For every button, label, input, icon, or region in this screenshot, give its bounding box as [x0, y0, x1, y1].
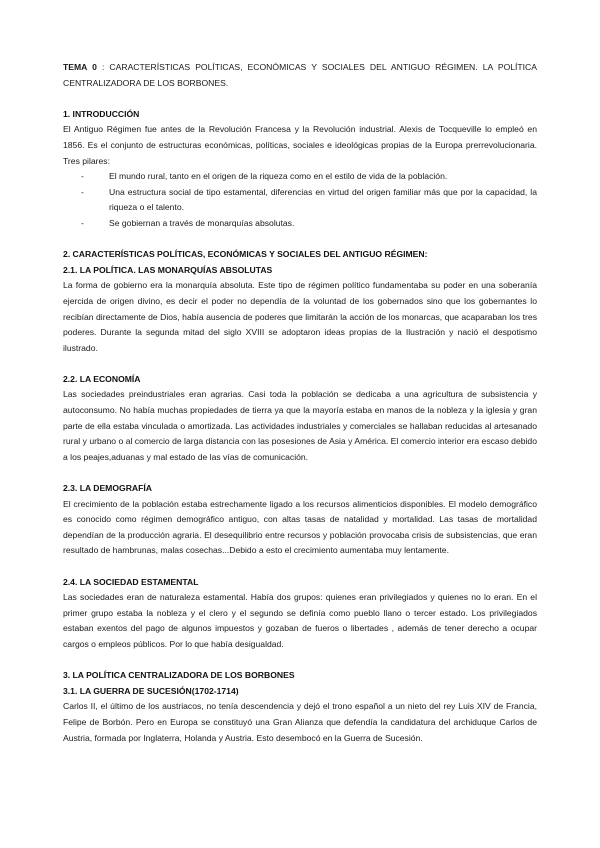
- section-introduccion: [63, 107, 537, 232]
- section-paragraph: El crecimiento de la población estaba estrechamente ligado a los recursos alimenticios disponibles. El modelo demográfico es conocido como régimen demográfico antiguo, con altas tasas de natalidad y mortalidad. Las tasas de mortalidad dependían de la producción agraria. El desequilibrio entre recursos y población provocaba crisis de subsistencias, que eran resultado de hambrunas, malas cosechas...Debido a esto el crecimiento aumentaba muy lentamente.: [63, 498, 537, 556]
- section-paragraph: La forma de gobierno era la monarquía absoluta. Este tipo de régimen político fundamentaba su poder en una soberanía ejercida de origen divino, es decir el poder no dependía de la voluntad de los gobernados sino que los gobernantes lo recibían directamente de Dios, había ausencia de poderes que limitarán la acción de los monarcas, que acaparaban los tres poderes. Durante la segunda mitad del siglo XVIII se adoptaron ideas propias de la Ilustración y nació el despotismo ilustrado.: [63, 280, 537, 353]
- section-sociedad: [63, 575, 537, 653]
- section-paragraph: Las sociedades eran de naturaleza estamental. Había dos grupos: quienes eran privilegiados y quienes no lo eran. En el primer grupo estaba la nobleza y el clero y el segundo se definía como pueblo llano o tercer estado. Los privilegiados estaban exentos del pago de algunos impuestos y gozaban de fueros o libertades , además de tener derecho a ocupar cargos o empleos públicos. Por lo que había desigualdad.: [63, 592, 537, 649]
- subsection-heading: 3.1. LA GUERRA DE SUCESIÓN(1702-1714): [63, 685, 239, 696]
- title-label: TEMA 0: [63, 62, 97, 72]
- section-paragraph: Las sociedades preindustriales eran agrarias. Casi toda la población se dedicaba a una agricultura de subsistencia y autoconsumo. No había muchas propiedades de tierra ya que la mayoría estaba en manos de la nobleza y la iglesia y gran parte de ella estaba vinculada o amortizada. Las actividades industriales y comerciales se hallaban reducidas al artesanado rural y urbano o al comercio de larga distancia con las posesiones de Asia y América. El comercio interior era escaso debido a los peajes,aduanas y mal estado de las vías de comunicación.: [63, 389, 537, 462]
- section-heading: 3. LA POLÍTICA CENTRALIZADORA DE LOS BORBONES: [63, 670, 295, 681]
- document-title: [63, 60, 537, 91]
- section-economia: [63, 372, 537, 466]
- section-borbones: [63, 668, 537, 746]
- section-demografia: [63, 481, 537, 559]
- section-heading: 1. INTRODUCCIÓN: [63, 108, 140, 119]
- list-item: - Una estructura social de tipo estamental, diferencias en virtud del origen familiar más que por la capacidad, la riqueza o el talento.: [109, 185, 537, 216]
- title-text: : CARACTERÍSTICAS POLÍTICAS, ECONÓMICAS Y SOCIALES DEL ANTIGUO RÉGIMEN. LA POLÍTICA CENTRALIZADORA DE LOS BORBONES.: [63, 62, 537, 88]
- pillars-list: [63, 169, 537, 231]
- list-item: - El mundo rural, tanto en el origen de la riqueza como en el estilo de vida de la población.: [109, 169, 537, 185]
- section-heading: 2. CARACTERÍSTICAS POLÍTICAS, ECONÓMICAS Y SOCIALES DEL ANTIGUO RÉGIMEN:: [63, 249, 428, 260]
- subsection-heading: 2.4. LA SOCIEDAD ESTAMENTAL: [63, 576, 199, 587]
- section-paragraph: El Antiguo Régimen fue antes de la Revolución Francesa y la Revolución industrial. Alexis de Tocqueville lo empleó en 1856. Es el conjunto de estructuras económicas, políticas, sociales e ideológicas propias de la Europa prerrevolucionaria. Tres pilares:: [63, 124, 537, 166]
- subsection-heading: 2.1. LA POLÍTICA. LAS MONARQUÍAS ABSOLUTAS: [63, 264, 273, 275]
- list-item: - Se gobiernan a través de monarquías absolutas.: [109, 216, 537, 232]
- section-paragraph: Carlos II, el último de los austriacos, no tenía descendencia y dejó el trono español a un nieto del rey Luis XIV de Francia, Felipe de Borbón. Pero en Europa se constituyó una Gran Alianza que defendía la candidatura del archiduque Carlos de Austria, formada por Inglaterra, Holanda y Austria. Esto desembocó en la Guerra de Sucesión.: [63, 701, 537, 743]
- section-politica: [63, 247, 537, 356]
- subsection-heading: 2.2. LA ECONOMÍA: [63, 373, 141, 384]
- subsection-heading: 2.3. LA DEMOGRAFÍA: [63, 483, 152, 494]
